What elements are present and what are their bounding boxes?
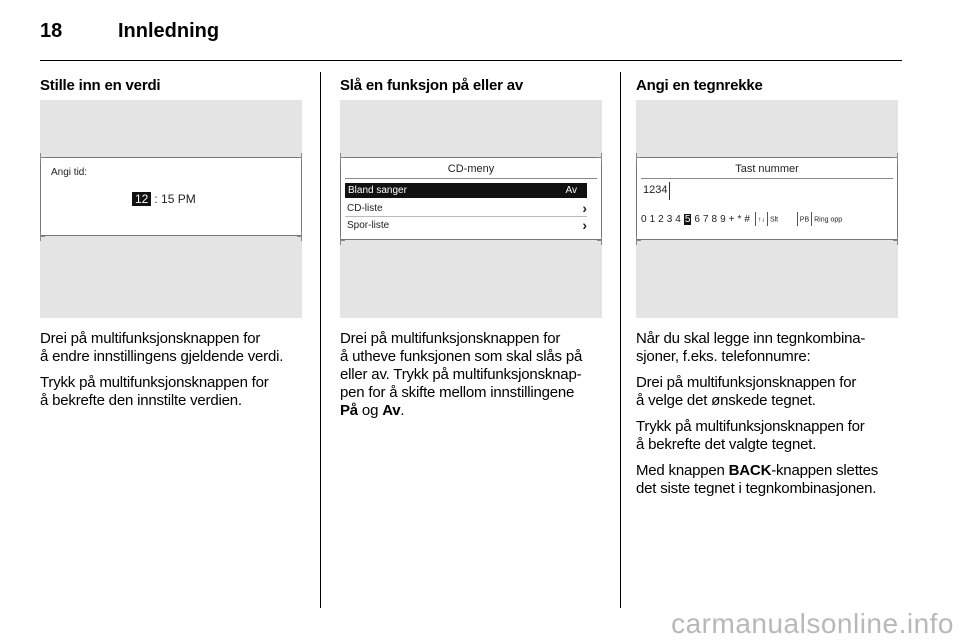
dial-title: Tast nummer	[735, 163, 799, 175]
crop-mark	[597, 153, 602, 162]
display-panel	[340, 157, 602, 240]
page-number: 18	[40, 20, 63, 42]
crop-mark	[40, 232, 45, 241]
paragraph: Trykk på multifunksjonsknappen for å bekrefte det valgte tegnet.	[636, 418, 865, 453]
section-heading: Stille inn en verdi	[40, 77, 161, 94]
time-label: Angi tid:	[51, 167, 88, 178]
paragraph: Trykk på multifunksjonsknappen for å bekrefte den innstilte verdien.	[40, 374, 269, 409]
menu-item: CD-liste ›	[347, 200, 587, 216]
instructions	[40, 330, 283, 418]
column-divider	[620, 72, 621, 608]
chevron-right-icon: ›	[582, 200, 587, 216]
text-cursor	[669, 182, 670, 200]
crop-mark	[297, 153, 302, 162]
crop-mark	[893, 236, 898, 245]
instructions	[340, 330, 582, 428]
paragraph: Drei på multifunksjonsknappen for å utheve funksjonen som skal slås på eller av. Trykk på multifunksjonsknap- pen for å skifte mellom innstillingene På og Av.	[340, 330, 583, 419]
time-value	[132, 192, 196, 206]
selected-character: 5	[684, 213, 691, 225]
character-selector: 0 1 2 3 4 5 6 7 8 9 + * # ↑↓ Slt PB Ring opp	[641, 213, 843, 225]
display-illustration	[40, 100, 302, 318]
display-illustration	[340, 100, 602, 318]
crop-mark	[40, 153, 45, 162]
crop-mark	[893, 153, 898, 162]
crop-mark	[636, 153, 641, 162]
paragraph: Drei på multifunksjonsknappen for å endre innstillingens gjeldende verdi.	[40, 330, 284, 365]
paragraph: Med knappen BACK-knappen slettes det siste tegnet i tegnkombinasjonen.	[636, 462, 879, 497]
paragraph: Drei på multifunksjonsknappen for å velge det ønskede tegnet.	[636, 374, 857, 409]
time-remainder: : 15 PM	[154, 192, 196, 206]
crop-mark	[340, 153, 345, 162]
display-panel	[636, 157, 898, 240]
menu-item: Spor-liste ›	[347, 217, 587, 233]
column-divider	[320, 72, 321, 608]
paragraph: Når du skal legge inn tegnkombina- sjoner, f.eks. telefonnumre:	[636, 330, 866, 365]
crop-mark	[340, 236, 345, 245]
crop-mark	[297, 232, 302, 241]
number-entry: 1234	[643, 184, 668, 196]
crop-mark	[597, 236, 602, 245]
section-heading: Angi en tegnrekke	[636, 77, 763, 94]
chevron-right-icon: ›	[582, 217, 587, 233]
display-panel	[40, 157, 302, 236]
page-title: Innledning	[118, 20, 220, 42]
section-heading: Slå en funksjon på eller av	[340, 77, 524, 94]
header-rule	[40, 60, 902, 61]
crop-mark	[636, 236, 641, 245]
menu-title: CD-meny	[447, 163, 495, 175]
display-illustration	[636, 100, 898, 318]
selected-hour: 12	[132, 192, 151, 206]
menu-item-selected: Bland sanger Av	[345, 183, 587, 198]
arrows-icon: ↑↓	[757, 216, 765, 224]
watermark: carmanualsonline.info	[671, 608, 954, 639]
instructions	[636, 330, 878, 506]
